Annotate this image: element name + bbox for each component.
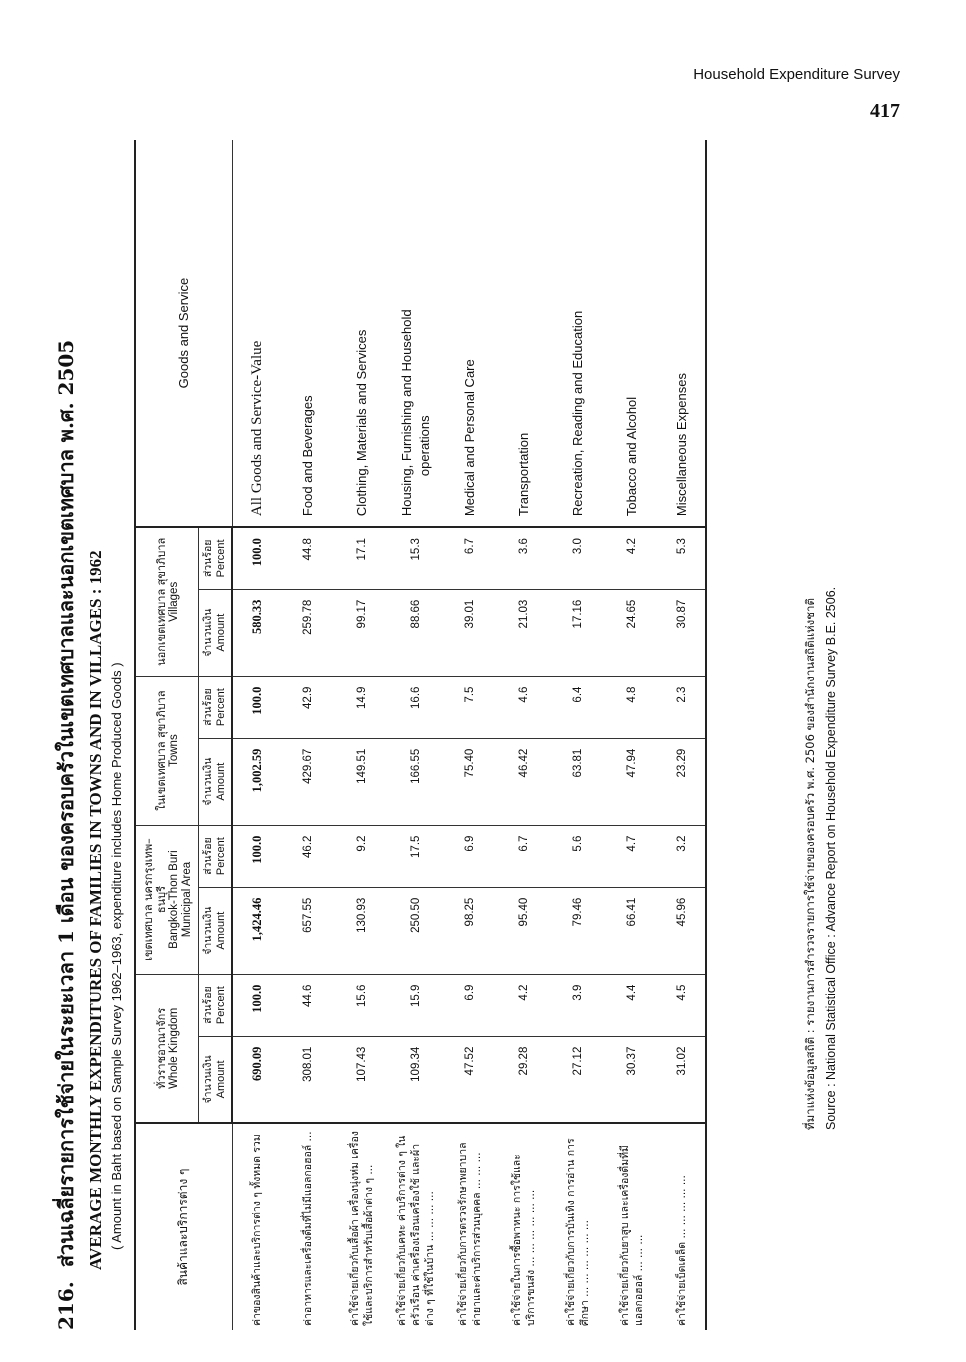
english-goods-header: Goods and Service: [135, 140, 232, 527]
running-head: Household Expenditure Survey: [693, 66, 900, 83]
value-cell: 63.81: [551, 738, 605, 825]
percent-header: ส่วนร้อย Percent: [199, 825, 233, 887]
thai-goods-header: สินค้าและบริการต่าง ๆ: [135, 1123, 232, 1330]
value-cell: 47.94: [605, 738, 659, 825]
value-cell: 15.3: [389, 527, 443, 589]
value-cell: 3.9: [551, 974, 605, 1036]
thai-row-label: ค่าอาหารและเครื่องดื่มที่ไม่มีแอลกอฮอล์ ...: [302, 1131, 314, 1326]
value-cell: 4.6: [497, 676, 551, 738]
english-row-label-line: operations: [417, 415, 432, 477]
expenditure-table: [134, 140, 707, 1330]
value-cell: 429.67: [281, 738, 335, 825]
group-header-villages: นอกเขตเทศบาล สุขาภิบาล Villages: [135, 527, 199, 676]
table-row: [389, 140, 443, 1330]
table-titles: [50, 140, 124, 1330]
value-cell: 9.2: [335, 825, 389, 887]
thai-row-label: ค่าใช้จ่ายเกี่ยวกับการตรวจรักษาพยาบาล ค่ายาและค่าบริการส่วนบุคคล ... ... ...: [457, 1142, 483, 1326]
value-cell: 1,002.59: [232, 738, 281, 825]
table-number: 216.: [54, 1281, 78, 1330]
english-row-label: [389, 140, 443, 527]
thai-row-label: ค่าใช้จ่ายเกี่ยวกับยาสูบ และเครื่องดื่มที่มีแอลกอฮอล์ ... ... ...: [619, 1145, 645, 1326]
value-cell: 100.0: [232, 974, 281, 1036]
english-row-label: All Goods and Service-Value: [232, 140, 281, 527]
english-row-label-line: Housing, Furnishing and Household: [399, 309, 414, 517]
thai-row-label: ค่าใช้จ่ายเกี่ยวกับเสื้อผ้า เครื่องนุ่งห่ม เครื่องใช้และบริการสำหรับเสื้อผ้าต่าง ๆ ...: [349, 1131, 375, 1326]
english-row-label: Transportation: [497, 140, 551, 527]
thai-title-text: ส่วนเฉลี่ยรายการใช้จ่ายในระยะเวลา 1 เดือน ของครอบครัวในเขตเทศบาลและนอกเขตเทศบาล พ.ศ. 2505: [54, 339, 78, 1268]
group-header-whole-kingdom: ทั่วราชอาณาจักร Whole Kingdom: [135, 974, 199, 1123]
value-cell: 4.5: [659, 974, 706, 1036]
value-cell: 259.78: [281, 589, 335, 676]
table-row: [605, 140, 659, 1330]
value-cell: 66.41: [605, 887, 659, 974]
table-row: [443, 140, 497, 1330]
value-cell: 45.96: [659, 887, 706, 974]
value-cell: 657.55: [281, 887, 335, 974]
value-cell: 15.9: [389, 974, 443, 1036]
value-cell: 15.6: [335, 974, 389, 1036]
value-cell: 47.52: [443, 1036, 497, 1123]
value-cell: 2.3: [659, 676, 706, 738]
value-cell: 4.2: [497, 974, 551, 1036]
table-row: [551, 140, 605, 1330]
thai-row-label: ค่าใช้จ่ายเกี่ยวกับการบันเทิง การอ่าน การศึกษา ... ... ... ... ... ...: [565, 1138, 591, 1326]
table-row: [232, 140, 281, 1330]
value-cell: 4.2: [605, 527, 659, 589]
value-cell: 1,424.46: [232, 887, 281, 974]
english-row-label: Food and Beverages: [281, 140, 335, 527]
value-cell: 17.1: [335, 527, 389, 589]
english-row-label: Miscellaneous Expenses: [659, 140, 706, 527]
value-cell: 17.16: [551, 589, 605, 676]
value-cell: 30.87: [659, 589, 706, 676]
source-english: Source : National Statistical Office : Advance Report on Household Expenditure Survey B.E. 2506.: [824, 586, 838, 1130]
value-cell: 23.29: [659, 738, 706, 825]
value-cell: 88.66: [389, 589, 443, 676]
value-cell: 46.2: [281, 825, 335, 887]
percent-header: ส่วนร้อย Percent: [199, 974, 233, 1036]
value-cell: 166.55: [389, 738, 443, 825]
value-cell: 39.01: [443, 589, 497, 676]
value-cell: 3.2: [659, 825, 706, 887]
value-cell: 46.42: [497, 738, 551, 825]
thai-title: [50, 140, 82, 1330]
value-cell: 100.0: [232, 527, 281, 589]
value-cell: 5.3: [659, 527, 706, 589]
value-cell: 44.6: [281, 974, 335, 1036]
source-thai: ที่มาแห่งข้อมูลสถิติ : รายงานการสำรวจรายการใช้จ่ายของครอบครัว พ.ศ. 2506 ของสำนักงานสถิติแห่งชาติ: [803, 598, 817, 1130]
value-cell: 4.7: [605, 825, 659, 887]
value-cell: 3.0: [551, 527, 605, 589]
value-cell: 4.8: [605, 676, 659, 738]
thai-row-label: ค่าใช้จ่ายเกี่ยวกับเคหะ ค่าบริการต่าง ๆ ในครัวเรือน ค่าเครื่องเรือนเครื่องใช้ และผ้าต่าง ๆ ที่ใช้ในบ้าน ... ... ... ...: [396, 1135, 436, 1326]
english-row-label: Clothing, Materials and Services: [335, 140, 389, 527]
value-cell: 95.40: [497, 887, 551, 974]
value-cell: 99.17: [335, 589, 389, 676]
table-row: [659, 140, 706, 1330]
value-cell: 580.33: [232, 589, 281, 676]
table-row: [335, 140, 389, 1330]
english-row-label: Medical and Personal Care: [443, 140, 497, 527]
value-cell: 6.7: [497, 825, 551, 887]
english-row-label: Tobacco and Alcohol: [605, 140, 659, 527]
value-cell: 6.4: [551, 676, 605, 738]
thai-row-label: ค่าใช้จ่ายในการซื้อพาหนะ การใช้และบริการขนส่ง ... ... ... ... ... ...: [511, 1154, 537, 1326]
percent-header: ส่วนร้อย Percent: [199, 676, 233, 738]
value-cell: 6.9: [443, 974, 497, 1036]
amount-header: จำนวนเงิน Amount: [199, 738, 233, 825]
value-cell: 130.93: [335, 887, 389, 974]
value-cell: 17.5: [389, 825, 443, 887]
english-title: AVERAGE MONTHLY EXPENDITURES OF FAMILIES IN TOWNS AND IN VILLAGES : 1962: [86, 550, 105, 1270]
value-cell: 4.4: [605, 974, 659, 1036]
amount-header: จำนวนเงิน Amount: [199, 887, 233, 974]
value-cell: 29.28: [497, 1036, 551, 1123]
amount-header: จำนวนเงิน Amount: [199, 1036, 233, 1123]
value-cell: 3.6: [497, 527, 551, 589]
group-header-bangkok: เขตเทศบาล นครกรุงเทพ–ธนบุรี Bangkok-Thon Buri Municipal Area: [135, 825, 199, 974]
value-cell: 7.5: [443, 676, 497, 738]
value-cell: 107.43: [335, 1036, 389, 1123]
value-cell: 42.9: [281, 676, 335, 738]
value-cell: 24.65: [605, 589, 659, 676]
amount-header: จำนวนเงิน Amount: [199, 589, 233, 676]
value-cell: 6.7: [443, 527, 497, 589]
value-cell: 30.37: [605, 1036, 659, 1123]
value-cell: 109.34: [389, 1036, 443, 1123]
value-cell: 27.12: [551, 1036, 605, 1123]
rotated-table-page: [50, 140, 870, 1330]
value-cell: 149.51: [335, 738, 389, 825]
value-cell: 5.6: [551, 825, 605, 887]
value-cell: 14.9: [335, 676, 389, 738]
value-cell: 44.8: [281, 527, 335, 589]
table-subtitle: ( Amount in Baht based on Sample Survey 1962–1963, expenditure includes Home Produced Goods ): [109, 662, 124, 1250]
english-row-label: Recreation, Reading and Education: [551, 140, 605, 527]
thai-row-label: ค่าของสินค้าและบริการต่าง ๆ ทั้งหมด รวม: [250, 1134, 263, 1326]
thai-row-label: ค่าใช้จ่ายเบ็ดเตล็ด ... ... ... ... ...: [659, 1123, 706, 1330]
value-cell: 75.40: [443, 738, 497, 825]
table-row: [281, 140, 335, 1330]
value-cell: 79.46: [551, 887, 605, 974]
value-cell: 6.9: [443, 825, 497, 887]
value-cell: 16.6: [389, 676, 443, 738]
value-cell: 98.25: [443, 887, 497, 974]
group-header-towns: ในเขตเทศบาล สุขาภิบาล Towns: [135, 676, 199, 825]
value-cell: 31.02: [659, 1036, 706, 1123]
value-cell: 250.50: [389, 887, 443, 974]
value-cell: 100.0: [232, 825, 281, 887]
value-cell: 308.01: [281, 1036, 335, 1123]
value-cell: 690.09: [232, 1036, 281, 1123]
table-row: [497, 140, 551, 1330]
value-cell: 21.03: [497, 589, 551, 676]
source-note: [802, 587, 838, 1130]
page-number: 417: [870, 100, 900, 122]
percent-header: ส่วนร้อย Percent: [199, 527, 233, 589]
value-cell: 100.0: [232, 676, 281, 738]
